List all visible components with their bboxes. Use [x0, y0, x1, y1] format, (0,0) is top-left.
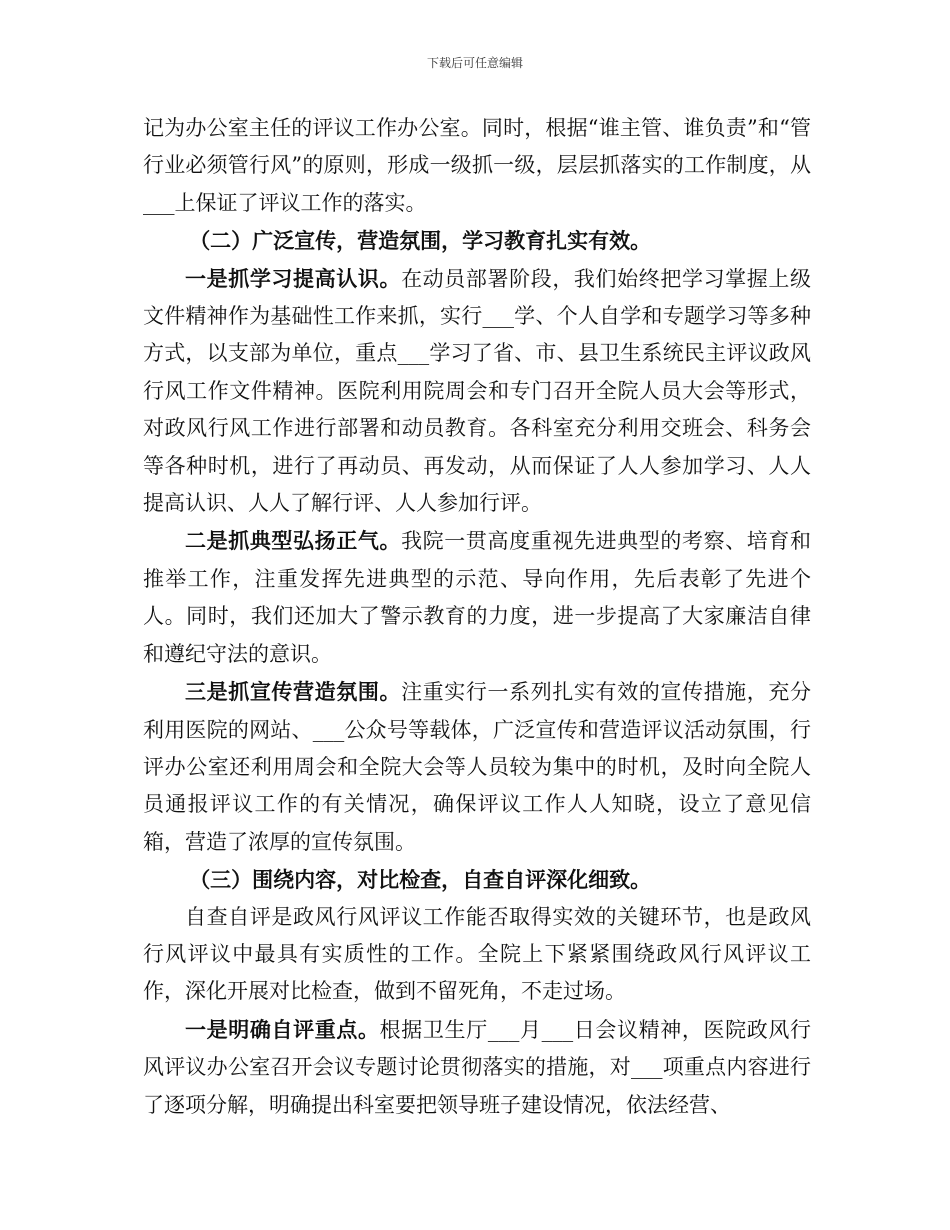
paragraph-lead: 一是抓学习提高认识。 — [185, 265, 402, 291]
paragraph-text: 根据卫生厅___月___日会议精神，医院政风行风评议办公室召开会议专题讨论贯彻落实的措施，对___项重点内容进行了逐项分解，明确提出科室要把领导班子建设情况，依法经营、 — [143, 1017, 812, 1117]
section-heading: （二）广泛宣传，营造氛围，学习教育扎实有效。 — [189, 228, 652, 254]
paragraph — [143, 522, 811, 673]
paragraph — [143, 260, 811, 523]
section-heading: （三）围绕内容，对比检查，自查自评深化细致。 — [189, 867, 652, 893]
paragraph-lead: 三是抓宣传营造氛围。 — [185, 679, 402, 705]
paragraph-lead: 一是明确自评重点。 — [185, 1016, 380, 1042]
paragraph — [143, 673, 811, 861]
paragraph — [143, 1011, 811, 1124]
paragraph-text: 我院一贯高度重视先进典型的考察、培育和推举工作，注重发挥先进典型的示范、导向作用，先后表彰了先进个人。同时，我们还加大了警示教育的力度，进一步提高了大家廉洁自律和遵纪守法的意识。 — [143, 529, 812, 666]
paragraph-text: 在动员部署阶段，我们始终把学习掌握上级文件精神作为基础性工作来抓，实行___学、个人自学和专题学习等多种方式，以支部为单位，重点___学习了省、市、县卫生系统民主评议政风行风工作文件精神。医院利用院周会和专门召开全院人员大会等形式，对政风行风工作进行部署和动员教育。各科室充分利用交班会、科务会等各种时机，进行了再动员、再发动，从而保证了人人参加学习、人人提高认识、人人了解行评、人人参加行评。 — [143, 266, 812, 516]
paragraph: 记为办公室主任的评议工作办公室。同时，根据“谁主管、谁负责”和“管行业必须管行风”的原则，形成一级抓一级，层层抓落实的工作制度，从___上保证了评议工作的落实。 — [143, 116, 811, 215]
paragraph-text: 注重实行一系列扎实有效的宣传措施，充分利用医院的网站、___公众号等载体，广泛宣传和营造评议活动氛围，行评办公室还利用周会和全院大会等人员较为集中的时机，及时向全院人员通报评议工作的有关情况，确保评议工作人人知晓，设立了意见信箱，营造了浓厚的宣传氛围。 — [143, 680, 812, 854]
page-header: 下载后可任意编辑 — [426, 56, 523, 70]
paragraph-lead: 二是抓典型弘扬正气。 — [185, 528, 402, 554]
document-body — [143, 110, 811, 1124]
paragraph: 自查自评是政风行风评议工作能否取得实效的关键环节，也是政风行风评议中最具有实质性的工作。全院上下紧紧围绕政风行风评议工作，深化开展对比检查，做到不留死角，不走过场。 — [143, 904, 811, 1004]
